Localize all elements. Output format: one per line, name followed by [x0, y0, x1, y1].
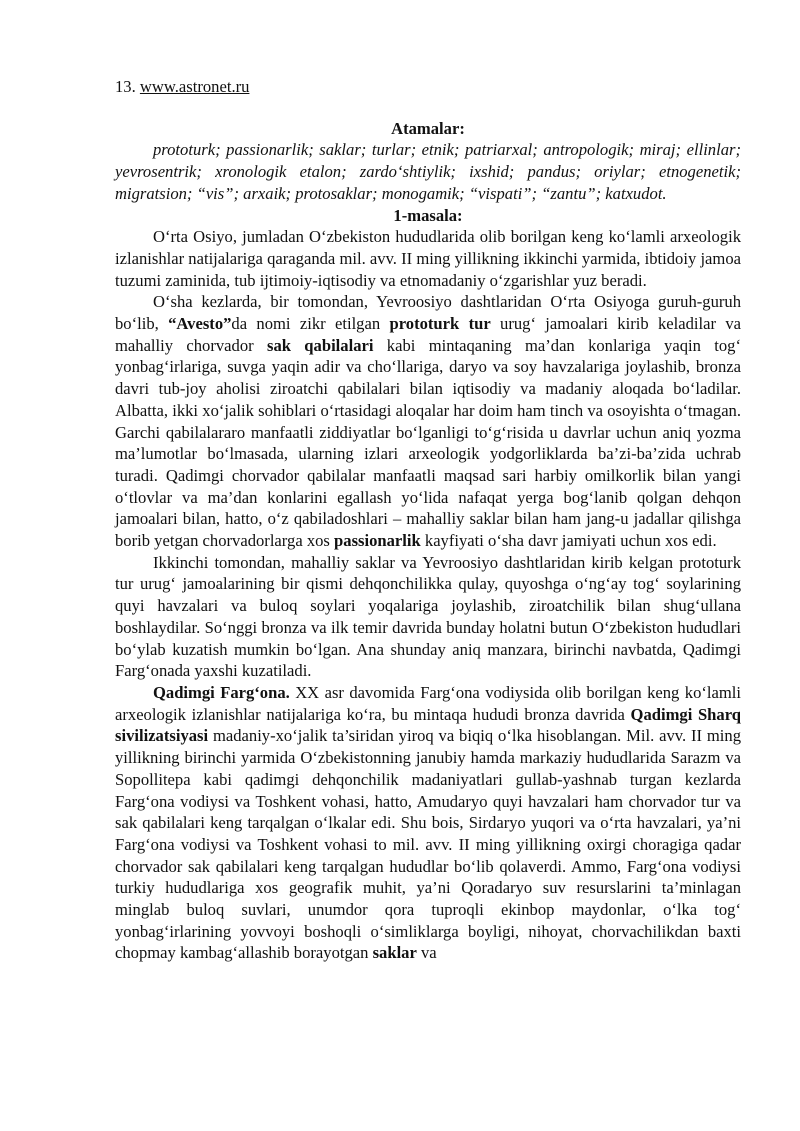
- p4-bold-saklar: saklar: [372, 943, 417, 963]
- terms-heading: Atamalar:: [391, 118, 465, 138]
- p2-text-a: O‘sha kezlarda, bir tomondan, Yevroosiyo dashtlaridan O‘rta Osiyoga guruh-guruh bo‘lib,: [115, 292, 741, 334]
- paragraph-4: [115, 682, 741, 964]
- p2-bold-prototurk: prototurk tur: [389, 314, 491, 334]
- paragraph-1: O‘rta Osiyo, jumladan O‘zbekiston hududlarida olib borilgan keng ko‘lamli arxeologik izlanishlar natijalariga qaraganda mil. avv. II ming yillikning ikkinchi yarmida, ibtidoiy jamoa tuzumi zaminida, tub ijtimoiy-iqtisodiy va etnomadaniy o‘zgarishlar yuz beradi.: [115, 227, 741, 290]
- p2-text-c: da nomi zikr etilgan: [231, 314, 390, 334]
- p2-text-f: kayfiyati o‘sha davr jamiyati uchun xos edi.: [420, 531, 717, 551]
- p2-bold-passionarlik: passionarlik: [334, 531, 421, 551]
- task-heading: 1-masala:: [393, 205, 463, 225]
- p2-text-e: kabi mintaqaning ma’dan konlariga yaqin tog‘ yonbag‘irlariga, suvga yaqin adir va cho‘llariga, daryo va soy havzalariga joylashib, bronza davri tub-joy aholisi ziroatchi qabilalari bilan iqtisodiy va madaniy aloqada bo‘ladilar. Albatta, ikki xo‘jalik sohiblari o‘rtasidagi aloqalar har doim ham tinch va osoyishta o‘tmagan. Garchi qabilalararo manfaatli ziddiyatlar bo‘lganligi to‘g‘risida u davrlar uchun aniq yozma ma’lumotlar bo‘lmasada, ularning izlari arxeologik yodgorliklarda ba’zi-ba’zida uchrab turadi. Qadimgi chorvador qabilalar manfaatli maqsad sari harbiy omilkorlik bilan yangi o‘tlovlar va ma’dan konlarini egallash yo‘lida nafaqat yerga bog‘lanib qolgan dehqon jamoalari bilan, hatto, o‘z qabiladoshlari – mahalliy saklar bilan ham jang-u jadallar qilishga borib yetgan chorvadorlarga xos: [115, 335, 741, 551]
- reference-number: 13.: [115, 77, 136, 96]
- reference-link[interactable]: www.astronet.ru: [139, 77, 250, 96]
- p2-text-d: urug‘ jamoalari kirib keladilar va mahalliy chorvador: [115, 314, 742, 355]
- p4-text-b: madaniy-xo‘jalik ta’siridan yiroq va biqiq o‘lka hisoblangan. Mil. avv. II ming yillikning birinchi yarmida O‘zbekistonning janubiy hamda markaziy hududlarida Sarazm va Sopollitepa kabi qadimgi dehqonchilik madaniyatlari gullab-yashnab turgan kezlarda Farg‘ona vodiysi va Toshkent vohasi, hatto, Amudaryo quyi havzalari ham chorvador tur va sak qabilalari keng tarqalgan o‘lkalar edi. Shu bois, Sirdaryo yuqori va o‘rta havzalari, ya’ni Farg‘ona vodiysi va Toshkent vohasi to mil. avv. II ming yillikning oxirgi choragiga qadar chorvador sak qabilalari keng tarqalgan hududlar bo‘lib qolaverdi. Ammo, Farg‘ona vodiysi turkiy hududlariga xos geografik muhit, ya’ni Qoradaryo suv resurslarini ta’minlagan minglab buloq suvlari, unumdor qora tuproqli ekinbop maydonlar, o‘lka tog‘ yonbag‘irlarining yovvoyi boshoqli o‘simliklarga boyligi, nihoyat, chorvachilikdan baxti chopmay kambag‘allashib borayotgan: [115, 726, 741, 963]
- p4-text-c: va: [416, 943, 437, 963]
- paragraph-3: Ikkinchi tomondan, mahalliy saklar va Yevroosiyo dashtlaridan kirib kelgan prototurk tur urug‘ jamoalarining bir qismi dehqonchilikka qulay, quyoshga o‘ng‘ay tog‘ soylarining quyi havzalari va buloq soylari yoqalariga joylashib, ziroatchilik bilan shug‘ullana boshlaydilar. So‘nggi bronza va ilk temir davrida bunday holatni butun O‘zbekiston hududlari bo‘ylab kuzatish mumkin bo‘lgan. Ana shunday aniq manzara, birinchi navbatda, Qadimgi Farg‘onada yaxshi kuzatiladi.: [115, 552, 741, 681]
- p4-text-a: XX asr davomida Farg‘ona vodiysida olib borilgan keng ko‘lamli arxeologik izlanishlar natijalariga ko‘ra, bu mintaqa hududi bronza davrida: [115, 682, 741, 724]
- document-page: [115, 76, 741, 964]
- reference-line: [115, 76, 741, 98]
- p2-bold-avesto: “Avesto”: [168, 314, 232, 334]
- p4-bold-sharq: Qadimgi Sharq sivilizatsiyasi: [115, 704, 741, 746]
- p2-bold-sak: sak qabilalari: [267, 335, 374, 355]
- paragraph-2: [115, 291, 741, 551]
- p4-bold-title: Qadimgi Farg‘ona.: [153, 682, 290, 702]
- terms-list: prototurk; passionarlik; saklar; turlar; etnik; patriarxal; antropologik; miraj; ellinlar; yevrosentrik; xronologik etalon; zardo‘shtiylik; ixshid; pandus; oriylar; etnogenetik; migratsion; “vis”; arxaik; protosaklar; monogamik; “vispati”; “zantu”; katxudot.: [115, 140, 741, 203]
